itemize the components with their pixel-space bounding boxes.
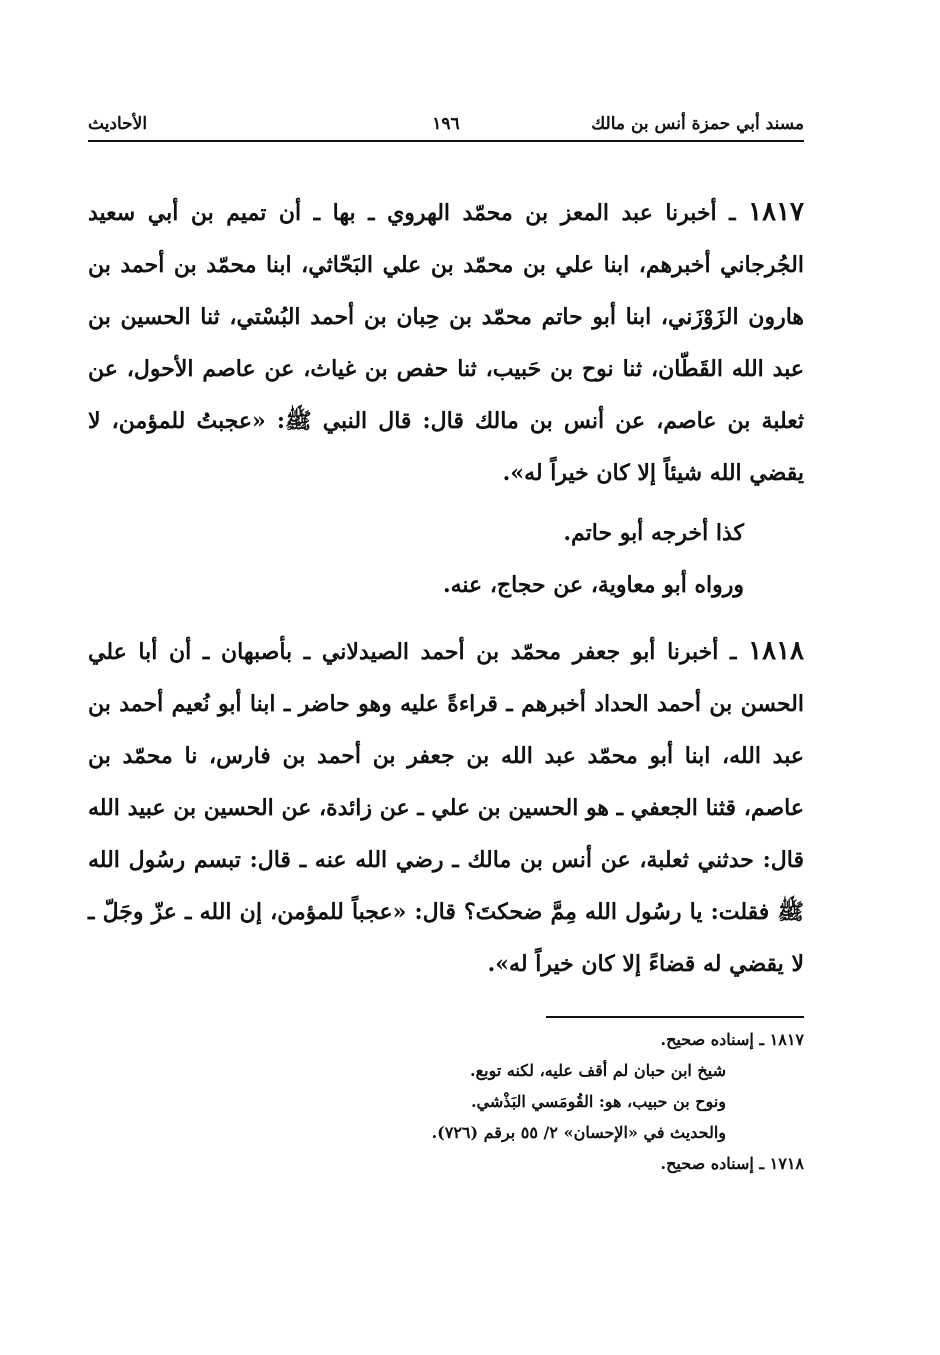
hadith-notes [88,507,744,611]
hadith-1817 [88,186,804,499]
footnotes [88,1024,804,1179]
footnote-label: ١٨١٧ ـ إسناده صحيح. [660,1030,804,1049]
hadith-text: ـ أخبرنا أبو جعفر محمّد بن أحمد الصيدلاني ـ بأصبهان ـ أن أبا علي الحسن بن أحمد الحداد أخبرهم ـ قراءةً عليه وهو حاضر ـ ابنا أبو نُعيم أحمد بن عبد الله، ابنا أبو محمّد عبد الله بن جعفر بن أحمد بن فارس، نا محمّد بن عاصم، قثنا الجعفي ـ هو الحسين بن علي ـ عن زائدة، عن الحسين بن عبيد الله قال: حدثني ثعلبة، عن أنس بن مالك ـ رضي الله عنه ـ قال: تبسم رسُول الله ﷺ فقلت: يا رسُول الله مِمَّ ضحكتَ؟ قال: «عجباً للمؤمن، إن الله ـ عزّ وجَلّ ـ لا يقضي له قضاءً إلا كان خيراً له». [88,639,804,977]
running-header [88,100,804,142]
section-title: الأحاديث [88,114,148,134]
note-line: ورواه أبو معاوية، عن حجاج، عنه. [442,572,744,598]
book-title: مسند أبي حمزة أنس بن مالك [591,114,804,134]
hadith-number: ١٨١٧ [748,197,804,227]
page-number: ١٩٦ [432,114,460,134]
footnote-label: ١٧١٨ ـ إسناده صحيح. [660,1154,804,1173]
book-page [88,100,804,1179]
footnote-line: شيخ ابن حبان لم أقف عليه، لكنه توبع. [470,1061,726,1080]
hadith-text: ـ أخبرنا عبد المعز بن محمّد الهروي ـ بها ـ أن تميم بن أبي سعيد الجُرجاني أخبرهم، ابنا علي بن محمّد بن علي البَحّاثي، ابنا محمّد بن أحمد بن هارون الزَوْزَني، ابنا أبو حاتم محمّد بن حِبان بن أحمد البُسْتي، ثنا الحسين بن عبد الله القَطّان، ثنا نوح بن حَبيب، ثنا حفص بن غياث، عن عاصم الأحول، عن ثعلبة بن عاصم، عن أنس بن مالك قال: قال النبي ﷺ: «عجبتُ للمؤمن، لا يقضي الله شيئاً إلا كان خيراً له». [88,200,804,486]
hadith-number: ١٨١٨ [748,636,804,666]
note-line: كذا أخرجه أبو حاتم. [563,520,744,546]
footnote-line: والحديث في «الإحسان» ٢/ ٥٥ برقم (٧٢٦). [431,1123,726,1142]
footnote-divider [546,1016,804,1018]
footnote-line: ونوح بن حبيب، هو: القُومَسي البَذْشي. [470,1092,726,1111]
hadith-1818 [88,625,804,990]
